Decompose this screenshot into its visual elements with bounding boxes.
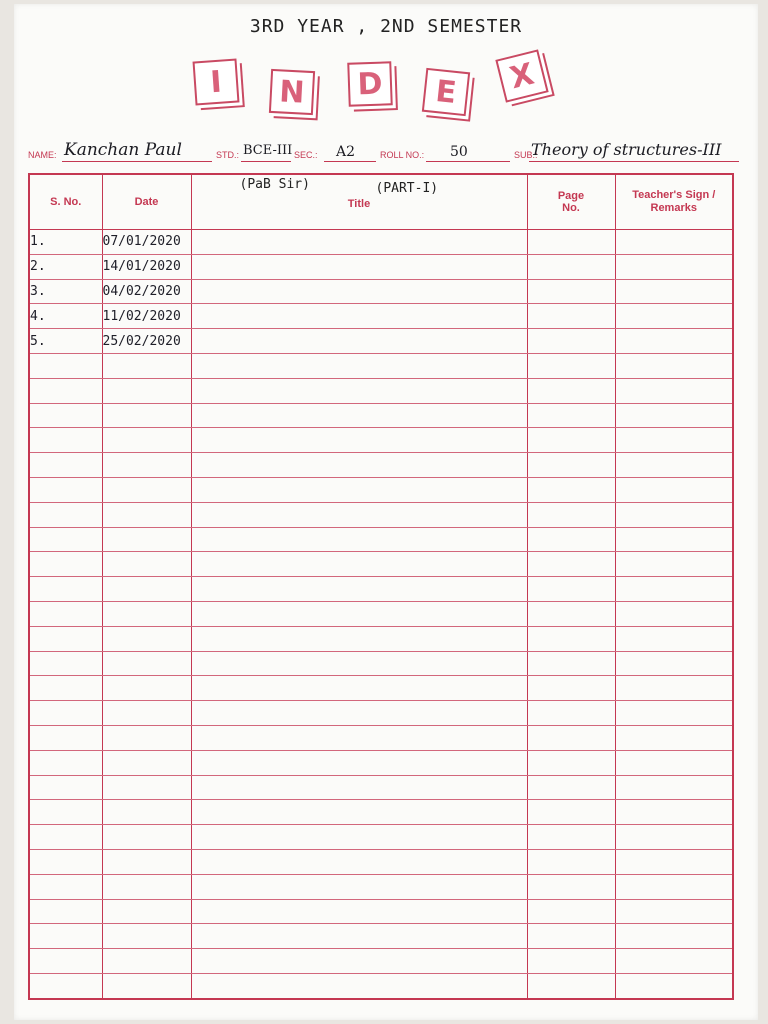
table-row [29, 378, 733, 403]
page-cell [527, 825, 615, 850]
remarks-cell [615, 750, 733, 775]
table-header-row [29, 174, 733, 230]
sub-value: Theory of structures-III [531, 140, 722, 159]
date-cell [102, 899, 191, 924]
remarks-cell [615, 577, 733, 602]
remarks-cell [615, 552, 733, 577]
table-row [29, 725, 733, 750]
remarks-cell [615, 378, 733, 403]
table-row [29, 899, 733, 924]
remarks-cell [615, 924, 733, 949]
teacher-note: (PaB Sir) [239, 177, 310, 192]
page-cell [527, 577, 615, 602]
header-date: Date [102, 174, 191, 230]
sno-cell [29, 924, 102, 949]
title-cell [191, 304, 527, 329]
remarks-cell [615, 453, 733, 478]
date-cell [102, 651, 191, 676]
title-cell [191, 725, 527, 750]
table-row [29, 825, 733, 850]
sec-value: A2 [336, 144, 356, 160]
table-row [29, 353, 733, 378]
date-cell: 04/02/2020 [102, 279, 191, 304]
title-cell [191, 825, 527, 850]
page-cell [527, 502, 615, 527]
sno-cell [29, 502, 102, 527]
page-cell [527, 899, 615, 924]
remarks-cell [615, 626, 733, 651]
title-cell [191, 874, 527, 899]
table-row [29, 428, 733, 453]
date-cell: 07/01/2020 [102, 230, 191, 255]
title-cell [191, 973, 527, 998]
remarks-cell [615, 254, 733, 279]
remarks-cell [615, 279, 733, 304]
sno-cell [29, 725, 102, 750]
table-row [29, 651, 733, 676]
roll-underline [426, 161, 510, 162]
header-page [527, 174, 615, 230]
title-cell [191, 676, 527, 701]
sno-cell [29, 477, 102, 502]
table-row [29, 329, 733, 354]
page-cell [527, 800, 615, 825]
sno-cell [29, 428, 102, 453]
page-cell [527, 279, 615, 304]
page-cell [527, 973, 615, 998]
name-label: NAME: [28, 150, 57, 160]
sno-cell [29, 601, 102, 626]
remarks-cell [615, 329, 733, 354]
page-cell [527, 701, 615, 726]
sno-cell [29, 552, 102, 577]
date-cell [102, 453, 191, 478]
title-cell [191, 378, 527, 403]
date-cell [102, 949, 191, 974]
sno-cell [29, 825, 102, 850]
page-cell [527, 725, 615, 750]
page-cell [527, 403, 615, 428]
title-cell [191, 477, 527, 502]
title-cell [191, 329, 527, 354]
page-cell [527, 626, 615, 651]
sno-cell [29, 949, 102, 974]
remarks-cell [615, 725, 733, 750]
title-cell [191, 775, 527, 800]
title-cell [191, 750, 527, 775]
header-page-label: Page No. [557, 190, 585, 214]
remarks-cell [615, 973, 733, 998]
index-table [28, 173, 734, 1000]
date-cell [102, 676, 191, 701]
remarks-cell [615, 601, 733, 626]
page-cell [527, 353, 615, 378]
title-cell [191, 949, 527, 974]
index-letter-i: I [193, 59, 240, 106]
page-cell [527, 775, 615, 800]
roll-value: 50 [450, 144, 468, 160]
header-sno: S. No. [29, 174, 102, 230]
title-cell [191, 279, 527, 304]
title-cell [191, 651, 527, 676]
date-cell [102, 775, 191, 800]
remarks-cell [615, 304, 733, 329]
table-row [29, 527, 733, 552]
remarks-cell [615, 403, 733, 428]
sec-underline [324, 161, 376, 162]
title-cell [191, 428, 527, 453]
page-cell [527, 651, 615, 676]
sno-cell [29, 973, 102, 998]
date-cell [102, 403, 191, 428]
sno-cell: 3. [29, 279, 102, 304]
remarks-cell [615, 849, 733, 874]
page-cell [527, 676, 615, 701]
title-cell [191, 353, 527, 378]
table-row [29, 973, 733, 998]
page-cell [527, 849, 615, 874]
remarks-cell [615, 353, 733, 378]
remarks-cell [615, 899, 733, 924]
title-cell [191, 453, 527, 478]
table-row [29, 230, 733, 255]
remarks-cell [615, 676, 733, 701]
date-cell [102, 701, 191, 726]
remarks-cell [615, 651, 733, 676]
date-cell [102, 353, 191, 378]
date-cell [102, 725, 191, 750]
title-cell [191, 899, 527, 924]
std-label: STD.: [216, 150, 240, 160]
page-cell [527, 254, 615, 279]
student-info-row [28, 140, 744, 164]
sno-cell [29, 701, 102, 726]
date-cell: 11/02/2020 [102, 304, 191, 329]
table-row [29, 949, 733, 974]
title-cell [191, 701, 527, 726]
page-cell [527, 750, 615, 775]
sub-underline [529, 161, 739, 162]
std-value: BCE-III [243, 143, 293, 158]
date-cell [102, 552, 191, 577]
date-cell [102, 874, 191, 899]
page-cell [527, 230, 615, 255]
sno-cell [29, 849, 102, 874]
sno-cell [29, 800, 102, 825]
remarks-cell [615, 701, 733, 726]
date-cell [102, 477, 191, 502]
header-remarks-label: Teacher's Sign / Remarks [632, 189, 716, 214]
title-cell [191, 527, 527, 552]
std-underline [241, 161, 291, 162]
page-cell [527, 329, 615, 354]
table-row [29, 750, 733, 775]
remarks-cell [615, 428, 733, 453]
remarks-cell [615, 527, 733, 552]
date-cell [102, 800, 191, 825]
sno-cell [29, 577, 102, 602]
table-row [29, 502, 733, 527]
table-row [29, 775, 733, 800]
remarks-cell [615, 477, 733, 502]
table-row [29, 552, 733, 577]
sno-cell [29, 775, 102, 800]
title-cell [191, 403, 527, 428]
table-row [29, 577, 733, 602]
sno-cell [29, 676, 102, 701]
sno-cell [29, 874, 102, 899]
table-row [29, 403, 733, 428]
sno-cell [29, 353, 102, 378]
date-cell [102, 849, 191, 874]
header-remarks [615, 174, 733, 230]
sno-cell [29, 403, 102, 428]
table-row [29, 477, 733, 502]
title-cell [191, 552, 527, 577]
page-cell [527, 428, 615, 453]
table-row [29, 874, 733, 899]
roll-label: ROLL NO.: [380, 150, 425, 160]
title-cell [191, 626, 527, 651]
table-row [29, 453, 733, 478]
sno-cell [29, 899, 102, 924]
table-row [29, 304, 733, 329]
date-cell [102, 750, 191, 775]
sno-cell [29, 453, 102, 478]
title-cell [191, 601, 527, 626]
sec-label: SEC.: [294, 150, 318, 160]
table-row [29, 800, 733, 825]
table-row [29, 279, 733, 304]
date-cell [102, 825, 191, 850]
date-cell [102, 577, 191, 602]
page-cell [527, 949, 615, 974]
index-letter-x: X [495, 49, 548, 102]
title-cell [191, 924, 527, 949]
remarks-cell [615, 775, 733, 800]
sub-label: SUB.: [514, 150, 538, 160]
name-underline [62, 161, 212, 162]
sno-cell [29, 626, 102, 651]
page-cell [527, 924, 615, 949]
title-cell [191, 254, 527, 279]
date-cell [102, 973, 191, 998]
table-row [29, 676, 733, 701]
header-title [191, 174, 527, 230]
date-cell [102, 601, 191, 626]
index-letter-e: E [422, 68, 470, 116]
index-banner [190, 48, 570, 118]
date-cell [102, 626, 191, 651]
header-title-label: Title [347, 198, 371, 210]
date-cell [102, 924, 191, 949]
table-row [29, 701, 733, 726]
page-cell [527, 304, 615, 329]
title-cell [191, 502, 527, 527]
date-cell [102, 527, 191, 552]
sno-cell [29, 651, 102, 676]
name-value: Kanchan Paul [64, 140, 182, 160]
title-cell [191, 800, 527, 825]
notebook-page [14, 4, 758, 1020]
sno-cell [29, 378, 102, 403]
page-cell [527, 453, 615, 478]
remarks-cell [615, 874, 733, 899]
sno-cell [29, 527, 102, 552]
table-row [29, 254, 733, 279]
date-cell [102, 428, 191, 453]
remarks-cell [615, 230, 733, 255]
page-cell [527, 527, 615, 552]
page-cell [527, 477, 615, 502]
remarks-cell [615, 825, 733, 850]
table-row [29, 601, 733, 626]
part-note: (PART-I) [375, 181, 439, 196]
title-cell [191, 849, 527, 874]
sno-cell: 2. [29, 254, 102, 279]
date-cell [102, 502, 191, 527]
page-cell [527, 874, 615, 899]
table-row [29, 849, 733, 874]
sno-cell: 1. [29, 230, 102, 255]
table-row [29, 924, 733, 949]
remarks-cell [615, 949, 733, 974]
date-cell: 25/02/2020 [102, 329, 191, 354]
remarks-cell [615, 800, 733, 825]
index-letter-n: N [269, 69, 315, 115]
page-cell [527, 601, 615, 626]
index-letter-d: D [347, 61, 393, 107]
sno-cell: 5. [29, 329, 102, 354]
page-cell [527, 378, 615, 403]
date-cell [102, 378, 191, 403]
semester-heading: 3RD YEAR , 2ND SEMESTER [249, 16, 523, 37]
sno-cell: 4. [29, 304, 102, 329]
table-row [29, 626, 733, 651]
date-cell: 14/01/2020 [102, 254, 191, 279]
title-cell [191, 230, 527, 255]
sno-cell [29, 750, 102, 775]
page-cell [527, 552, 615, 577]
title-cell [191, 577, 527, 602]
remarks-cell [615, 502, 733, 527]
